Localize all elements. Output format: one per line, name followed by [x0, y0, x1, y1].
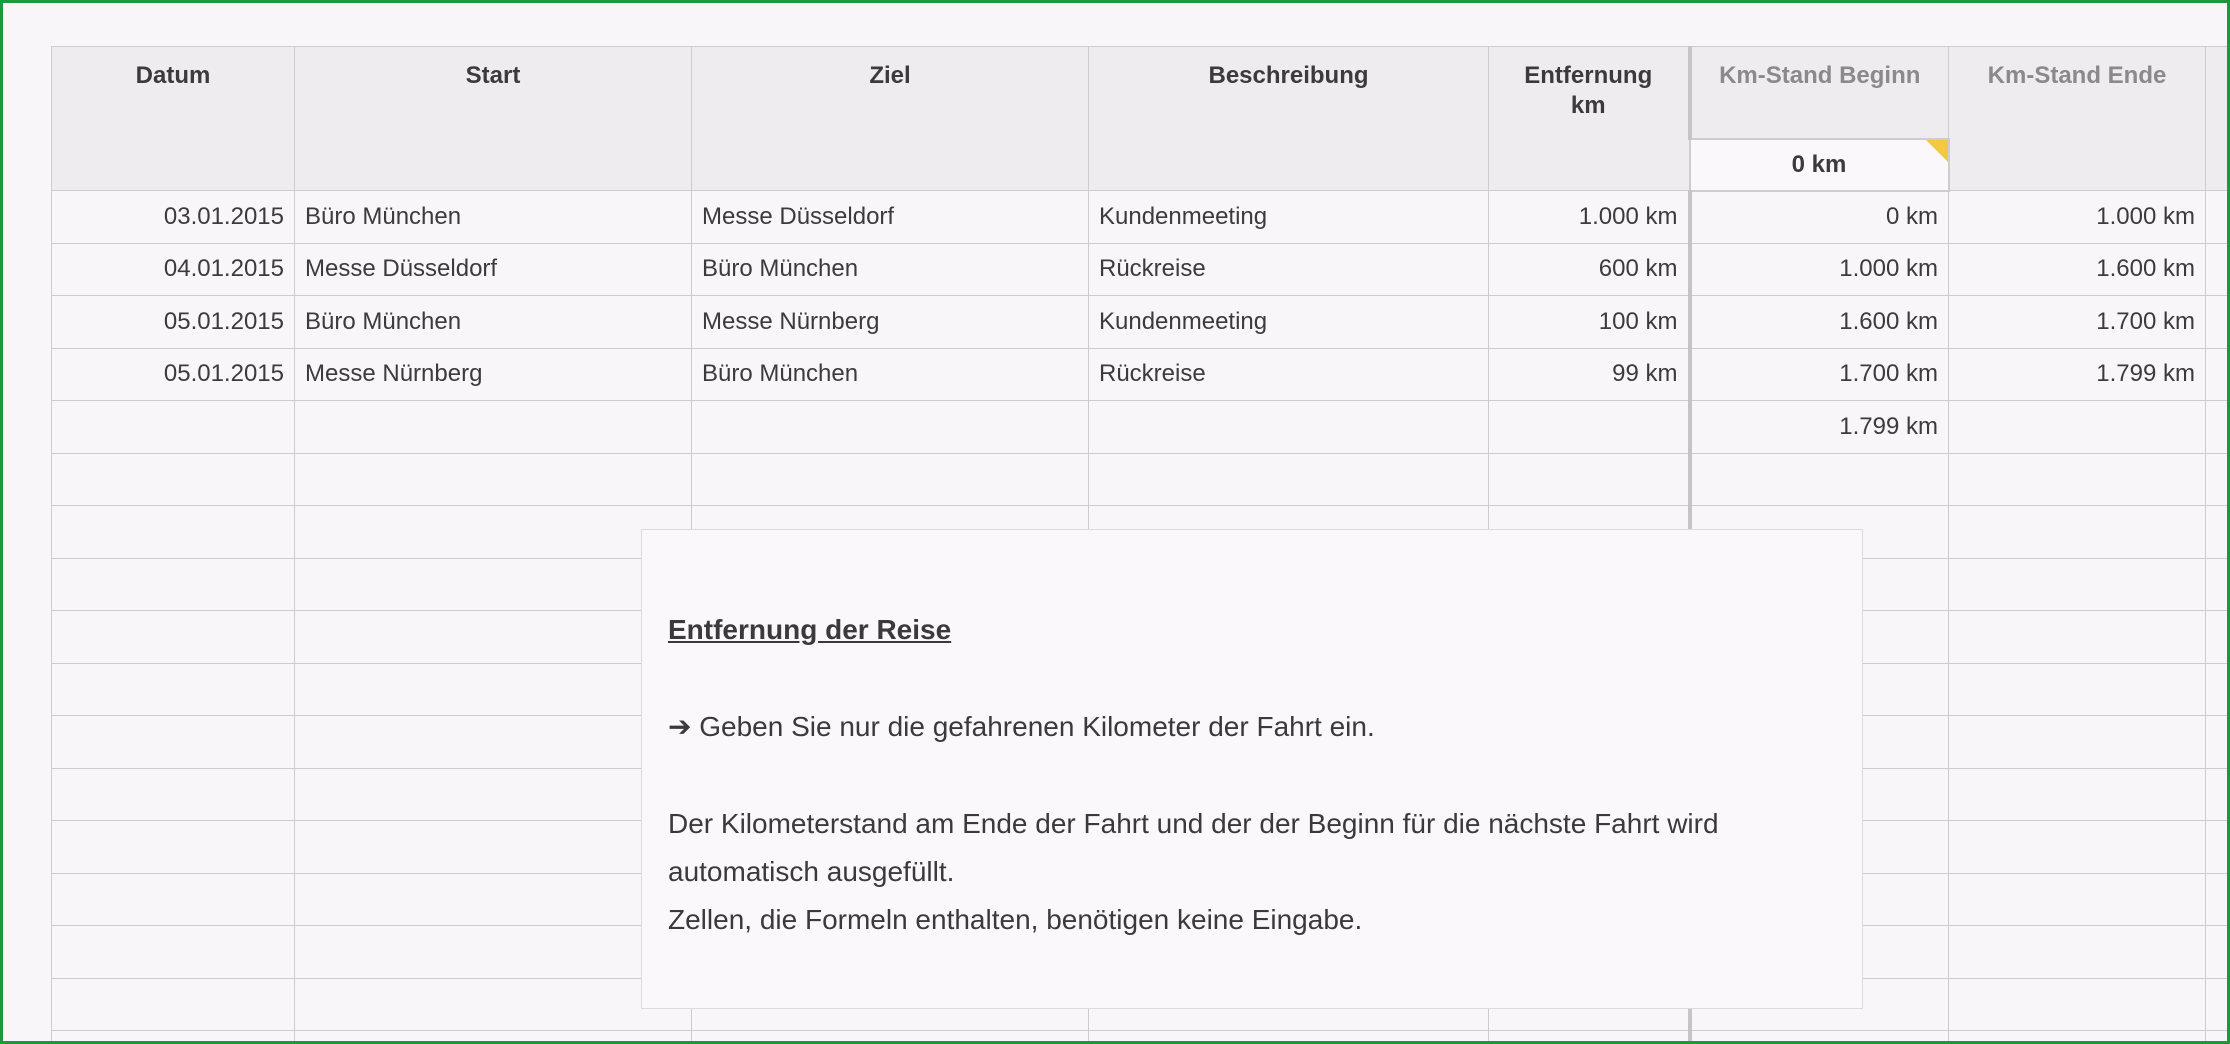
cell-extra[interactable]: [2206, 191, 2230, 244]
header-entfernung-unit: km: [1570, 92, 1606, 119]
cell-entfernung[interactable]: 600 km: [1489, 243, 1690, 296]
header-km-stand-beginn: Km-Stand Beginn: [1690, 47, 1949, 139]
tooltip-info: Der Kilometerstand am Ende der Fahrt und der der Beginn für die nächste Fahrt wird automatisch ausgefüllt.: [668, 808, 1719, 887]
cell-datum[interactable]: 03.01.2015: [52, 191, 295, 244]
cell-start[interactable]: Büro München: [295, 296, 692, 349]
cell-km-beginn[interactable]: 1.700 km: [1690, 348, 1949, 401]
cell-ziel[interactable]: Messe Nürnberg: [692, 296, 1089, 349]
cell-entfernung[interactable]: 99 km: [1489, 348, 1690, 401]
cell-entfernung[interactable]: 1.000 km: [1489, 191, 1690, 244]
cell-start[interactable]: [295, 873, 692, 926]
cell-datum[interactable]: [52, 716, 295, 769]
cell-km-ende[interactable]: [1949, 453, 2206, 506]
cell-start[interactable]: [295, 768, 692, 821]
cell-start[interactable]: Büro München: [295, 191, 692, 244]
cell-beschreibung[interactable]: Kundenmeeting: [1089, 191, 1489, 244]
start-km-cell[interactable]: [1690, 139, 1949, 191]
header-start: Start: [295, 47, 692, 139]
start-km-value: 0 km: [1791, 150, 1847, 178]
cell-km-ende[interactable]: [1949, 978, 2206, 1031]
cell-km-beginn[interactable]: 1.000 km: [1690, 243, 1949, 296]
cell-start[interactable]: [295, 663, 692, 716]
cell-start[interactable]: Messe Nürnberg: [295, 348, 692, 401]
cell-km-ende[interactable]: [1949, 663, 2206, 716]
cell-extra[interactable]: [2206, 506, 2230, 559]
header-ziel: Ziel: [692, 47, 1089, 139]
cell-extra[interactable]: [2206, 1031, 2230, 1044]
header-km-stand-ende: Km-Stand Ende: [1949, 47, 2206, 139]
cell-beschreibung[interactable]: Kundenmeeting: [1089, 296, 1489, 349]
cell-km-ende[interactable]: 1.000 km: [1949, 191, 2206, 244]
cell-extra[interactable]: [2206, 663, 2230, 716]
cell-extra[interactable]: [2206, 926, 2230, 979]
table-row: [52, 296, 2230, 349]
cell-start[interactable]: [295, 926, 692, 979]
header-entfernung-label: Entfernung: [1524, 62, 1653, 89]
tooltip-instruction: ➔ Geben Sie nur die gefahrenen Kilometer der Fahrt ein.: [668, 711, 1375, 742]
cell-extra[interactable]: [2206, 873, 2230, 926]
cell-ziel[interactable]: Büro München: [692, 243, 1089, 296]
cell-start[interactable]: [295, 821, 692, 874]
cell-extra[interactable]: [2206, 558, 2230, 611]
table-row: [52, 243, 2230, 296]
cell-extra[interactable]: [2206, 348, 2230, 401]
cell-km-ende[interactable]: [1949, 768, 2206, 821]
cell-datum[interactable]: [52, 663, 295, 716]
cell-km-beginn[interactable]: [1690, 1031, 1949, 1044]
cell-km-ende[interactable]: [1949, 401, 2206, 454]
cell-datum[interactable]: [52, 506, 295, 559]
cell-ziel[interactable]: Büro München: [692, 348, 1089, 401]
cell-km-ende[interactable]: [1949, 716, 2206, 769]
cell-start[interactable]: [295, 978, 692, 1031]
cell-datum[interactable]: [52, 978, 295, 1031]
cell-datum[interactable]: [52, 873, 295, 926]
cell-km-ende[interactable]: 1.600 km: [1949, 243, 2206, 296]
cell-datum[interactable]: [52, 768, 295, 821]
header-datum: Datum: [52, 47, 295, 139]
cell-start[interactable]: [295, 506, 692, 559]
cell-beschreibung[interactable]: [1089, 1031, 1489, 1044]
cell-extra[interactable]: [2206, 296, 2230, 349]
tooltip-formula-hint: Zellen, die Formeln enthalten, benötigen keine Eingabe.: [668, 904, 1363, 935]
cell-datum[interactable]: [52, 401, 295, 454]
table-row: [52, 1031, 2230, 1044]
cell-extra[interactable]: [2206, 453, 2230, 506]
cell-datum[interactable]: 04.01.2015: [52, 243, 295, 296]
cell-datum[interactable]: 05.01.2015: [52, 296, 295, 349]
cell-entfernung[interactable]: [1489, 1031, 1690, 1044]
cell-extra[interactable]: [2206, 978, 2230, 1031]
cell-beschreibung[interactable]: [1089, 401, 1489, 454]
cell-datum[interactable]: [52, 453, 295, 506]
cell-extra[interactable]: [2206, 821, 2230, 874]
comment-marker-icon[interactable]: [1926, 140, 1948, 162]
cell-start[interactable]: [295, 401, 692, 454]
cell-km-ende[interactable]: [1949, 1031, 2206, 1044]
cell-km-ende[interactable]: [1949, 873, 2206, 926]
cell-extra[interactable]: [2206, 716, 2230, 769]
cell-ziel[interactable]: [692, 401, 1089, 454]
cell-km-ende[interactable]: [1949, 506, 2206, 559]
table-row: [52, 191, 2230, 244]
cell-km-beginn[interactable]: 1.799 km: [1690, 401, 1949, 454]
cell-entfernung[interactable]: [1489, 401, 1690, 454]
cell-datum[interactable]: [52, 558, 295, 611]
cell-km-ende[interactable]: [1949, 611, 2206, 664]
cell-extra[interactable]: [2206, 401, 2230, 454]
cell-start[interactable]: [295, 1031, 692, 1044]
cell-km-beginn[interactable]: [1690, 453, 1949, 506]
header-entfernung: [1489, 47, 1690, 139]
cell-km-ende[interactable]: [1949, 926, 2206, 979]
comment-tooltip: [641, 529, 1863, 1009]
table-row: [52, 401, 2230, 454]
cell-beschreibung[interactable]: [1089, 453, 1489, 506]
cell-entfernung[interactable]: 100 km: [1489, 296, 1690, 349]
cell-start[interactable]: [295, 558, 692, 611]
cell-km-ende[interactable]: 1.799 km: [1949, 348, 2206, 401]
cell-extra[interactable]: [2206, 243, 2230, 296]
table-row: [52, 348, 2230, 401]
tooltip-title: Entfernung der Reise: [668, 614, 952, 645]
cell-ziel[interactable]: [692, 1031, 1089, 1044]
cell-km-ende[interactable]: [1949, 821, 2206, 874]
cell-datum[interactable]: [52, 1031, 295, 1044]
cell-datum[interactable]: [52, 611, 295, 664]
cell-datum[interactable]: [52, 926, 295, 979]
cell-start[interactable]: [295, 716, 692, 769]
table-row: [52, 453, 2230, 506]
cell-entfernung[interactable]: [1489, 453, 1690, 506]
cell-km-beginn[interactable]: 1.600 km: [1690, 296, 1949, 349]
cell-km-beginn[interactable]: 0 km: [1690, 191, 1949, 244]
cell-beschreibung[interactable]: Rückreise: [1089, 243, 1489, 296]
cell-extra[interactable]: [2206, 611, 2230, 664]
cell-extra[interactable]: [2206, 768, 2230, 821]
cell-ziel[interactable]: [692, 453, 1089, 506]
cell-datum[interactable]: [52, 821, 295, 874]
header-extra: [2206, 47, 2230, 139]
cell-km-ende[interactable]: 1.700 km: [1949, 296, 2206, 349]
cell-start[interactable]: [295, 611, 692, 664]
header-beschreibung: Beschreibung: [1089, 47, 1489, 139]
cell-ziel[interactable]: Messe Düsseldorf: [692, 191, 1089, 244]
cell-km-ende[interactable]: [1949, 558, 2206, 611]
cell-start[interactable]: Messe Düsseldorf: [295, 243, 692, 296]
cell-datum[interactable]: 05.01.2015: [52, 348, 295, 401]
cell-start[interactable]: [295, 453, 692, 506]
cell-beschreibung[interactable]: Rückreise: [1089, 348, 1489, 401]
